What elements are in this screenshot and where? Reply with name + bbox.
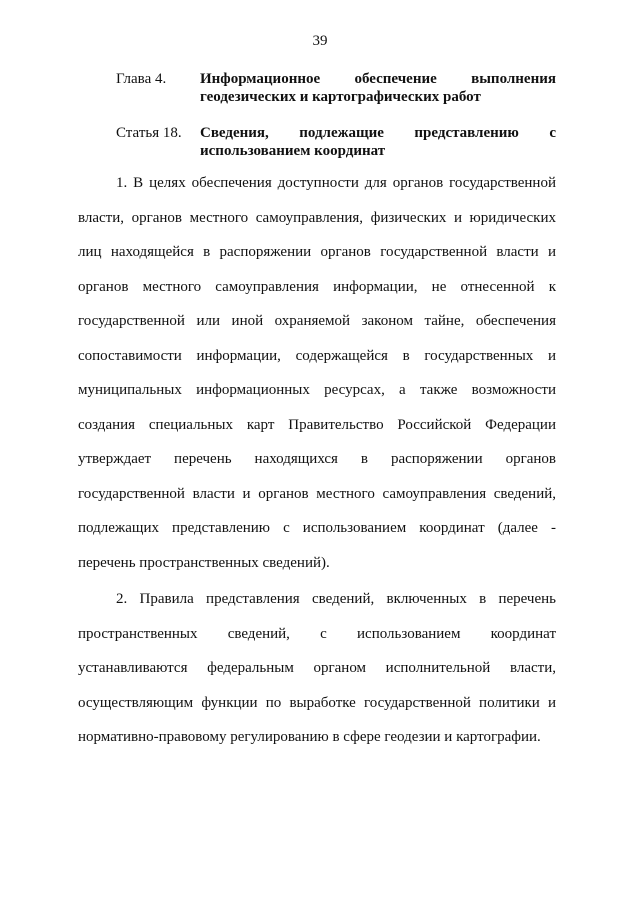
chapter-title: Информационное обеспечение выполнения геодезических и картографических работ bbox=[200, 71, 556, 105]
article-label: Статья 18. bbox=[116, 125, 182, 141]
page-number: 39 bbox=[312, 33, 328, 49]
paragraph-1: 1. В целях обеспечения доступности для органов государственной власти, органов местного самоуправления, физических и юридических лиц находящейся в распоряжении органов государственной власти и органов местного самоуправления информации, не отнесенной к государственной или иной охраняемой законом тайне, обеспечения сопоставимости информации, содержащейся в государственных и муниципальных информационных ресурсах, а также возможности создания специальных карт Правительство Российской Федерации утверждает перечень находящихся в распоряжении органов государственной власти и органов местного самоуправления сведений, подлежащих представлению с использованием координат (далее - перечень пространственных сведений). bbox=[78, 175, 556, 571]
paragraph-2: 2. Правила представления сведений, включенных в перечень пространственных сведений, с использованием координат устанавливаются федеральным органом исполнительной власти, осуществляющим функции по выработке государственной политики и нормативно-правовому регулированию в сфере геодезии и картографии. bbox=[78, 591, 556, 745]
article-title: Сведения, подлежащие представлению с использованием координат bbox=[200, 125, 556, 159]
chapter-label: Глава 4. bbox=[116, 71, 167, 87]
